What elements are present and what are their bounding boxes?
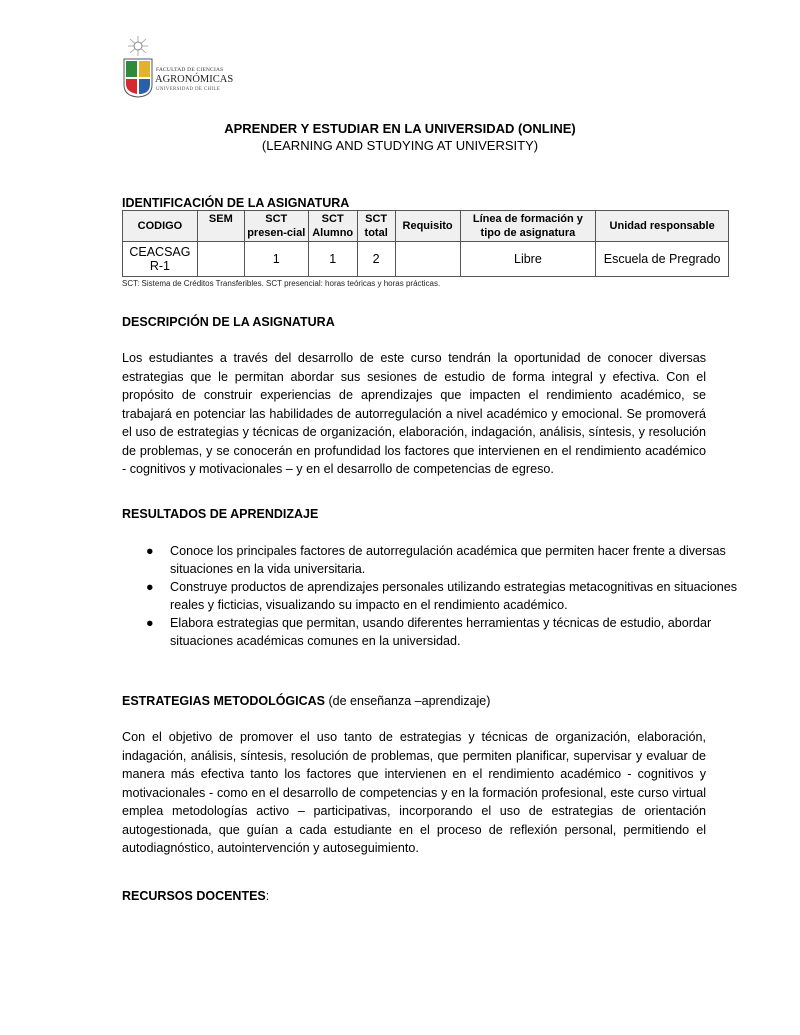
strategies-heading-suffix: (de enseñanza –aprendizaje) [325,694,491,708]
logo-line-1: FACULTAD DE CIENCIAS [156,67,224,73]
resources-heading [122,889,269,903]
strategies-heading [122,694,490,708]
header-sct-alumno: SCT Alumno [308,211,357,242]
identification-heading: IDENTIFICACIÓN DE LA ASIGNATURA [122,196,350,210]
header-sct-presencial: SCT presen-cial [244,211,308,242]
cell-sem [197,242,244,277]
resources-heading-text: RECURSOS DOCENTES [122,889,266,903]
list-item-text: Elabora estrategias que permitan, usando diferentes herramientas y técnicas de estudio, abordar situaciones académicas comunes en la universidad. [170,616,712,648]
list-item [146,614,760,650]
university-shield-icon [123,58,153,98]
cell-sct-alumno: 1 [308,242,357,277]
bullet-icon: ● [146,580,154,594]
cell-unidad-responsable: Escuela de Pregrado [596,242,729,277]
table-row [123,242,729,277]
list-item-text: Conoce los principales factores de autorregulación académica que permiten hacer frente a diversas situaciones en la vida universitaria. [170,544,726,576]
resources-colon: : [265,889,270,903]
strategies-heading-bold: ESTRATEGIAS METODOLÓGICAS [122,694,326,708]
faculty-logo [120,36,240,102]
header-codigo: CODIGO [123,211,198,242]
table-header-row [123,211,729,242]
description-text: Los estudiantes a través del desarrollo de este curso tendrán la oportunidad de conocer diversas estrategias que le permitan abordar sus sesiones de estudio de forma integral y efectiva. Con el propósito de construir experiencias de aprendizajes que impacten el rendimiento académico, se trabajará en potenciar las habilidades de autorregulación a nivel académico y emocional. Se promoverá el uso de estrategias y técnicas de organización, elaboración, indagación, análisis, síntesis, y resolución de problemas, y se conocerán en profundidad los factores que intervienen en el rendimiento académico - cognitivos y motivacionales – y en el desarrollo de competencias de egreso. [122,351,706,476]
cell-codigo: CEACSAGR-1 [123,242,198,277]
results-list [122,542,760,650]
header-unidad-responsable: Unidad responsable [596,211,729,242]
cell-linea-formacion: Libre [460,242,596,277]
bullet-icon: ● [146,616,154,630]
sun-emblem-icon [126,36,150,58]
cell-requisito [395,242,460,277]
header-sem: SEM [197,211,244,242]
logo-line-2: AGRONÓMICAS [155,74,234,85]
cell-sct-total: 2 [357,242,395,277]
header-requisito: Requisito [395,211,460,242]
bullet-icon: ● [146,544,154,558]
list-item-text: Construye productos de aprendizajes personales utilizando estrategias metacognitivas en situaciones reales y ficticias, visualizando su impacto en el rendimiento académico. [170,580,738,612]
logo-line-3: UNIVERSIDAD DE CHILE [156,87,221,92]
document-subtitle: (LEARNING AND STUDYING AT UNIVERSITY) [261,138,539,153]
list-item [146,542,760,578]
list-item [146,578,760,614]
header-sct-total: SCT total [357,211,395,242]
header-linea-formacion: Línea de formación y tipo de asignatura [460,211,596,242]
table-footnote: SCT: Sistema de Créditos Transferibles. SCT presencial: horas teóricas y horas prácticas. [122,279,441,288]
cell-sct-presencial: 1 [244,242,308,277]
description-heading: DESCRIPCIÓN DE LA ASIGNATURA [122,315,335,329]
strategies-text: Con el objetivo de promover el uso tanto de estrategias y técnicas de organización, elaboración, indagación, análisis, síntesis, resolución de problemas, que permiten planificar, supervisar y evaluar de manera más efectiva tanto los factores que intervienen en el rendimiento académico - cognitivos y motivacionales - como en el desarrollo de competencias y en la formación profesional, este curso virtual emplea metodologías activo – participativas, incorporando el uso de estrategias de orientación autogestionada, que guían a cada estudiante en el proceso de reflexión personal, permitiendo el autodiagnóstico, autointervención y autoseguimiento. [122,730,706,855]
document-title: APRENDER Y ESTUDIAR EN LA UNIVERSIDAD (ONLINE) [224,121,576,136]
results-heading: RESULTADOS DE APRENDIZAJE [122,507,319,521]
course-identification-table [122,210,729,277]
